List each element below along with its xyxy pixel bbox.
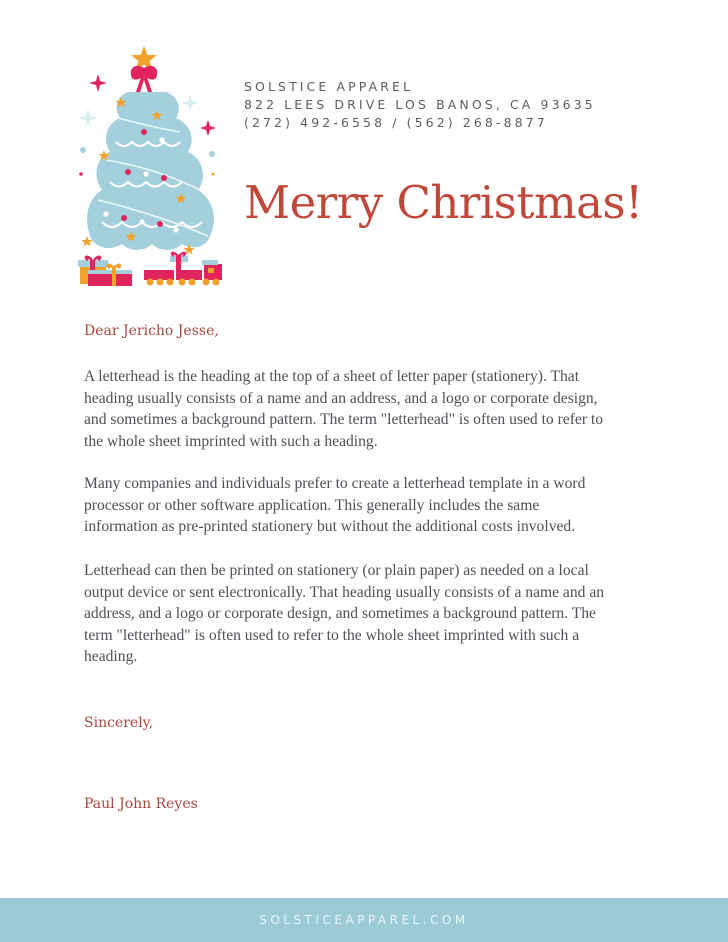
company-name: SOLSTICE APPAREL — [244, 79, 414, 94]
paragraph-line: term "letterhead" is often used to refer to the whole sheet imprinted with such a — [84, 626, 580, 644]
body-paragraph-2 — [84, 473, 644, 538]
footer — [0, 898, 728, 942]
paragraph-line: the whole sheet imprinted with such a heading. — [84, 432, 378, 450]
paragraph-line: processor or other software application. This generally includes the same — [84, 496, 540, 514]
body-paragraph-3 — [84, 560, 644, 668]
footer-website: SOLSTICEAPPAREL.COM — [259, 913, 469, 927]
company-phones: (272) 492-6558 / (562) 268-8877 — [244, 115, 548, 130]
paragraph-line: Many companies and individuals prefer to create a letterhead template in a word — [84, 475, 586, 492]
company-info — [244, 78, 596, 132]
salutation: Dear Jericho Jesse, — [84, 323, 219, 339]
company-address: 822 LEES DRIVE LOS BANOS, CA 93635 — [244, 97, 596, 112]
paragraph-line: address, and a logo or corporate design, and sometimes a background pattern. The — [84, 605, 596, 623]
body-paragraph-1 — [84, 366, 644, 452]
paragraph-line: A letterhead is the heading at the top of a sheet of letter paper (stationery). That — [84, 368, 580, 385]
christmas-tree-icon — [76, 44, 224, 286]
paragraph-line: Letterhead can then be printed on stationery (or plain paper) as needed on a local — [84, 562, 589, 579]
paragraph-line: heading usually consists of a name and an address, and a logo or corporate design, — [84, 389, 598, 407]
closing: Sincerely, — [84, 715, 154, 731]
paragraph-line: information as pre-printed stationery but without the additional costs involved. — [84, 518, 576, 536]
signature: Paul John Reyes — [84, 796, 198, 812]
paragraph-line: output device or sent electronically. That heading usually consists of a name and an — [84, 583, 605, 601]
paragraph-line: and sometimes a background pattern. The term "letterhead" is often used to refer to — [84, 411, 604, 429]
paragraph-line: heading. — [84, 648, 138, 666]
page-title: Merry Christmas! — [244, 176, 643, 229]
